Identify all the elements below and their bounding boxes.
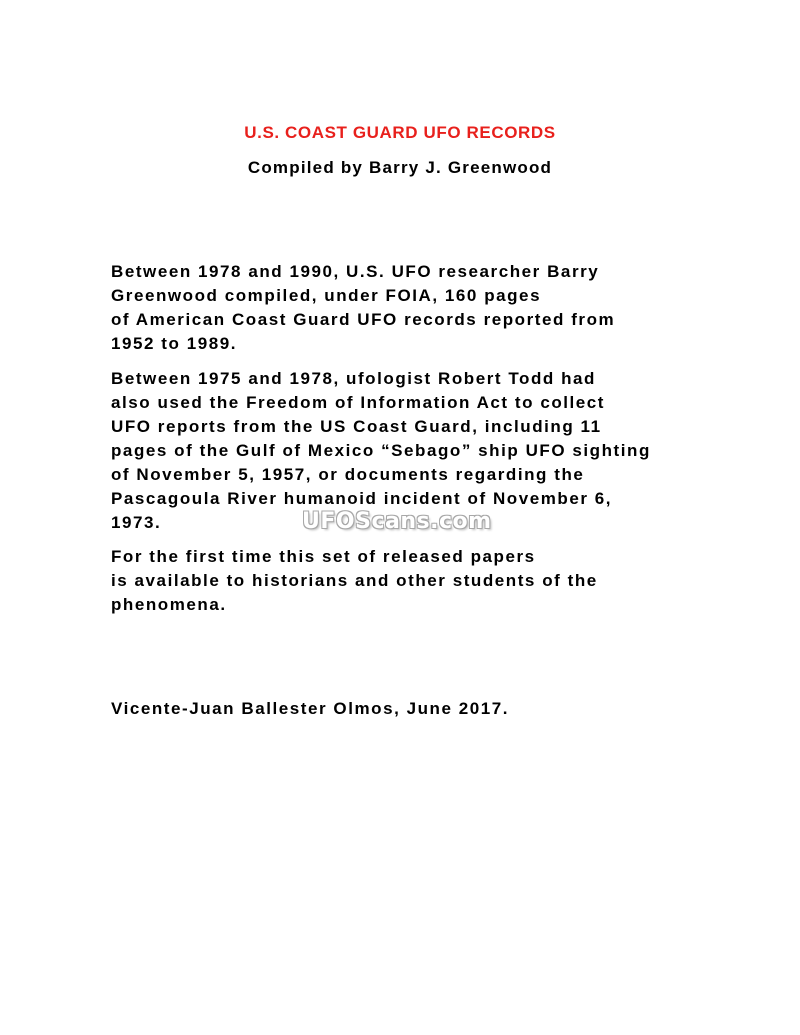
paragraph-line: 1952 to 1989. <box>111 334 238 353</box>
paragraph-line: Pascagoula River humanoid incident of November 6, <box>111 489 613 508</box>
paragraph-line: of American Coast Guard UFO records reported from <box>111 310 616 329</box>
paragraph-line: UFO reports from the US Coast Guard, including 11 <box>111 417 602 436</box>
paragraph-line: For the first time this set of released papers <box>111 547 536 566</box>
paragraph-line: pages of the Gulf of Mexico “Sebago” ship UFO sighting <box>111 441 651 460</box>
paragraph-line: of November 5, 1957, or documents regarding the <box>111 465 585 484</box>
paragraph-line: Between 1975 and 1978, ufologist Robert Todd had <box>111 369 596 388</box>
paragraph-line: phenomena. <box>111 595 227 614</box>
paragraph-line: also used the Freedom of Information Act to collect <box>111 393 606 412</box>
paragraph-line: is available to historians and other students of the <box>111 571 598 590</box>
signature: Vicente-Juan Ballester Olmos, June 2017. <box>111 699 510 718</box>
document-subtitle: Compiled by Barry J. Greenwood <box>247 158 553 177</box>
paragraph-1 <box>111 260 711 356</box>
paragraph-line: Between 1978 and 1990, U.S. UFO researcher Barry <box>111 262 600 281</box>
paragraph-3 <box>111 545 711 617</box>
paragraph-line: Greenwood compiled, under FOIA, 160 pages <box>111 286 542 305</box>
watermark: UFOScans.com <box>302 509 492 534</box>
document-title: U.S. COAST GUARD UFO RECORDS <box>244 123 556 142</box>
paragraph-line: 1973. <box>111 513 162 532</box>
